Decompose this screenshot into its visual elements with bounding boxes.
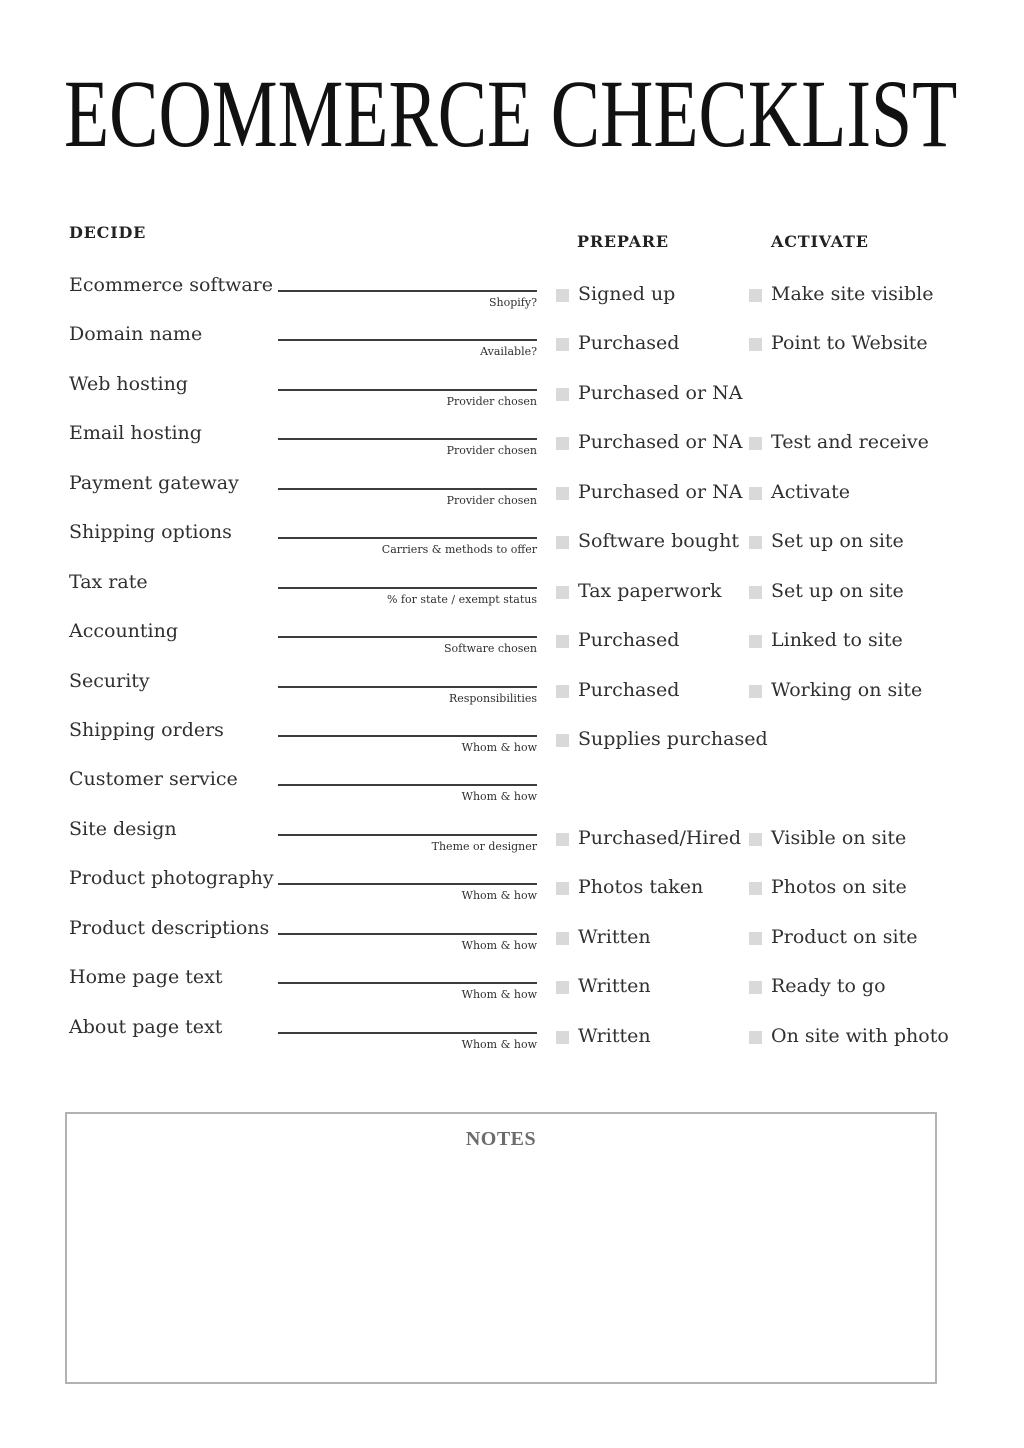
checklist-row [0,916,1024,968]
prepare-checkbox[interactable] [556,685,569,698]
decide-item-label: Product descriptions [69,916,270,939]
checklist-row [0,570,1024,622]
fill-in-line[interactable] [278,623,537,638]
prepare-label: Software bought [578,530,739,553]
activate-checkbox[interactable] [749,981,762,994]
column-header-prepare: PREPARE [577,232,669,251]
fill-in-hint: Software chosen [444,642,537,656]
checklist-row [0,622,1024,671]
prepare-item [556,628,679,652]
activate-item [749,529,904,553]
decide-item-label: Payment gateway [69,471,239,494]
activate-item [749,430,929,454]
fill-in-line[interactable] [278,969,537,984]
prepare-checkbox[interactable] [556,338,569,351]
prepare-checkbox[interactable] [556,536,569,549]
fill-in-hint: % for state / exempt status [386,592,537,606]
activate-label: Photos on site [771,876,907,899]
activate-item [749,925,917,949]
prepare-checkbox[interactable] [556,437,569,450]
prepare-checkbox[interactable] [556,635,569,648]
prepare-item [556,430,742,454]
decide-item-label: Site design [69,817,177,840]
prepare-checkbox[interactable] [556,734,569,747]
prepare-checkbox[interactable] [556,981,569,994]
checklist-row [0,276,1024,325]
prepare-label: Purchased [578,629,680,652]
fill-in-hint: Whom & how [461,889,537,903]
prepare-label: Tax paperwork [578,579,722,602]
decide-item-label: Shipping options [69,521,232,544]
prepare-item [556,974,651,998]
fill-in-hint: Whom & how [461,1037,537,1051]
prepare-item [556,331,679,355]
prepare-checkbox[interactable] [556,586,569,599]
activate-checkbox[interactable] [749,1031,762,1044]
prepare-label: Written [578,975,651,998]
fill-in-hint: Shopify? [489,296,537,309]
activate-label: Set up on site [771,579,904,602]
decide-item-label: Tax rate [69,570,148,593]
activate-checkbox[interactable] [749,289,762,302]
prepare-label: Signed up [578,283,676,305]
prepare-item [556,480,742,504]
activate-checkbox[interactable] [749,833,762,846]
prepare-label: Supplies purchased [578,727,768,750]
prepare-label: Written [578,1024,651,1047]
fill-in-hint: Whom & how [461,740,537,754]
prepare-label: Photos taken [578,876,704,899]
prepare-checkbox[interactable] [556,289,569,302]
column-header-activate: ACTIVATE [771,232,869,251]
fill-in-hint: Whom & how [461,988,537,1002]
decide-item-label: Shipping orders [69,718,224,741]
prepare-item [556,529,739,553]
prepare-label: Purchased/Hired [578,826,742,849]
checklist-row [0,471,1024,523]
decide-item-label: Home page text [69,966,223,989]
activate-item [749,282,933,306]
checklist-row [0,669,1024,721]
checklist-row [0,817,1024,869]
activate-checkbox[interactable] [749,586,762,599]
fill-in-line[interactable] [278,376,537,391]
activate-label: Ready to go [771,975,886,998]
fill-in-line[interactable] [278,771,537,786]
prepare-checkbox[interactable] [556,833,569,846]
fill-in-hint: Provider chosen [446,444,537,458]
fill-in-line[interactable] [278,722,537,737]
activate-item [749,974,886,998]
decide-item-label: About page text [69,1015,223,1038]
prepare-checkbox[interactable] [556,882,569,895]
checklist-row [0,968,1024,1017]
prepare-item [556,826,741,850]
fill-in-line[interactable] [278,475,537,490]
activate-item [749,1024,949,1048]
activate-label: Set up on site [771,530,904,553]
fill-in-hint: Whom & how [461,790,537,804]
activate-label: Point to Website [771,332,928,355]
fill-in-line[interactable] [278,277,537,292]
prepare-item [556,282,675,306]
prepare-label: Purchased or NA [578,381,743,404]
prepare-item [556,875,703,899]
checklist-row [0,523,1024,572]
prepare-item [556,579,722,603]
prepare-checkbox[interactable] [556,487,569,500]
fill-in-line[interactable] [278,425,537,440]
checklist-row [0,424,1024,473]
activate-label: Activate [771,480,851,503]
activate-label: On site with photo [771,1024,949,1047]
activate-checkbox[interactable] [749,685,762,698]
fill-in-line[interactable] [278,920,537,935]
activate-item [749,678,922,702]
activate-checkbox[interactable] [749,338,762,351]
fill-in-line[interactable] [278,574,537,589]
fill-in-line[interactable] [278,870,537,885]
activate-checkbox[interactable] [749,882,762,895]
decide-item-label: Domain name [69,323,203,346]
checklist-row [0,372,1024,424]
fill-in-hint: Carriers & methods to offer [381,543,537,557]
prepare-checkbox[interactable] [556,1031,569,1044]
decide-item-label: Email hosting [69,422,202,445]
activate-item [749,826,906,850]
fill-in-hint: Provider chosen [446,394,537,408]
activate-item [749,480,850,504]
decide-item-label: Product photography [69,867,274,890]
activate-checkbox[interactable] [749,536,762,549]
activate-checkbox[interactable] [749,437,762,450]
activate-label: Make site visible [771,283,934,305]
activate-checkbox[interactable] [749,932,762,945]
checklist-rows [0,276,1024,1067]
fill-in-hint: Theme or designer [431,839,537,853]
prepare-label: Purchased [578,678,680,701]
fill-in-line[interactable] [278,326,537,341]
notes-label: NOTES [465,1128,537,1150]
notes-box[interactable] [65,1112,937,1384]
decide-item-label: Accounting [69,620,179,643]
prepare-item [556,1024,651,1048]
activate-label: Test and receive [771,431,929,454]
prepare-label: Purchased [578,332,680,355]
checklist-row [0,770,1024,819]
prepare-item [556,678,679,702]
fill-in-line[interactable] [278,673,537,688]
checklist-row [0,1015,1024,1067]
prepare-item [556,381,742,405]
column-header-decide: DECIDE [69,223,147,242]
prepare-label: Purchased or NA [578,431,743,454]
fill-in-line[interactable] [278,821,537,836]
prepare-item [556,925,651,949]
activate-label: Product on site [771,925,918,948]
activate-item [749,331,928,355]
checklist-row [0,869,1024,918]
activate-checkbox[interactable] [749,635,762,648]
fill-in-hint: Whom & how [461,938,537,952]
page-title: ECOMMERCE CHECKLIST [64,60,958,167]
activate-item [749,628,903,652]
activate-label: Working on site [771,678,923,701]
checklist-row [0,718,1024,770]
activate-item [749,579,904,603]
prepare-item [556,727,768,751]
prepare-label: Purchased or NA [578,480,743,503]
checklist-row [0,325,1024,374]
fill-in-hint: Provider chosen [446,493,537,507]
decide-item-label: Ecommerce software [69,274,274,296]
decide-item-label: Web hosting [69,372,188,395]
decide-item-label: Customer service [69,768,238,791]
activate-label: Linked to site [771,629,903,652]
prepare-checkbox[interactable] [556,932,569,945]
prepare-checkbox[interactable] [556,388,569,401]
activate-label: Visible on site [771,826,907,849]
fill-in-hint: Available? [480,345,537,359]
decide-item-label: Security [69,669,150,692]
activate-checkbox[interactable] [749,487,762,500]
fill-in-line[interactable] [278,524,537,539]
fill-in-hint: Responsibilities [448,691,537,705]
fill-in-line[interactable] [278,1019,537,1034]
activate-item [749,875,907,899]
prepare-label: Written [578,925,651,948]
